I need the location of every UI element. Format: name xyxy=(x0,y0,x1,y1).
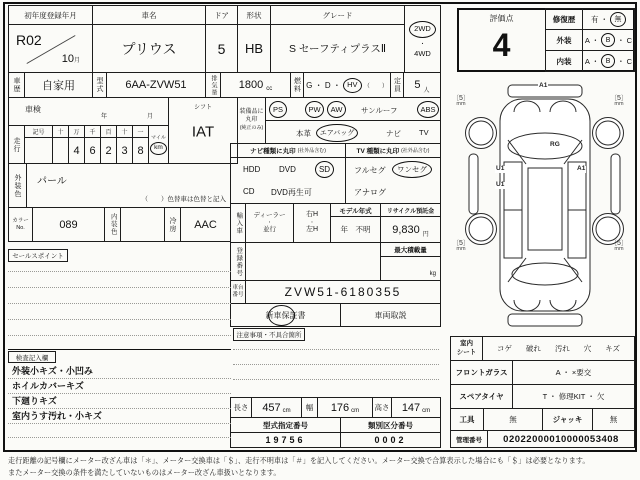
navi-sd-circled: SD xyxy=(315,161,334,178)
inspection-line-empty xyxy=(8,424,231,438)
warranty-circle xyxy=(268,305,295,326)
ac-label: 冷房 xyxy=(164,207,181,242)
shaken-label: 車検 xyxy=(25,105,41,114)
navi-dvd: DVD xyxy=(279,165,296,174)
rear-window xyxy=(512,263,578,285)
tire-depth-front-left: 〔5〕 mm xyxy=(452,95,470,108)
sales-dotted-line xyxy=(8,319,231,320)
warranty-cell: 新車保証書 xyxy=(230,303,341,327)
payload-cell xyxy=(380,242,441,281)
notes-dotted-line xyxy=(233,379,439,380)
registration-value xyxy=(245,242,381,281)
type-no-header: 型式指定番号 xyxy=(230,417,341,433)
rating-score-label: 評価点 xyxy=(489,13,514,23)
capacity-value: 5 人 xyxy=(403,72,441,98)
seat-label-cell: 室内 シート xyxy=(450,336,483,361)
model-code-label: 型式 xyxy=(92,72,107,98)
equipment-row2 xyxy=(265,120,441,144)
equip-tv: TV xyxy=(419,128,429,137)
recycle-value: 9,830 円 xyxy=(392,223,429,238)
reg-era: R02 xyxy=(16,32,42,48)
interior-b-circled: B xyxy=(601,54,615,68)
car-name-header: 車名 xyxy=(92,5,206,25)
model-code-value: 6AA-ZVW51 xyxy=(106,72,206,98)
damage-mark-right: A1 xyxy=(577,165,586,172)
jack-label: ジャッキ xyxy=(542,408,593,431)
interior-grade-label: 内装 xyxy=(545,50,583,72)
drive-4wd: 4WD xyxy=(414,48,431,58)
drive-cell xyxy=(404,5,441,73)
mileage-digit: 4 xyxy=(68,137,85,164)
registration-label: 登録番号 xyxy=(230,242,246,281)
spare-tire-value: T ・ 修理KIT ・ 欠 xyxy=(512,384,635,409)
shape-value: HB xyxy=(237,24,271,73)
mgmt-no-label: 管理番号 xyxy=(450,430,488,448)
windshield-value: A ・ ×要交 xyxy=(512,360,635,385)
drive-dot: ・ xyxy=(419,41,426,48)
tv-type-header: TV 種類に丸印 (社外品含む) xyxy=(346,144,440,158)
navi-hdd: HDD xyxy=(243,165,261,174)
side-sill-right xyxy=(611,154,620,214)
repair-value: 有 ・ 無 xyxy=(582,8,635,30)
rear-bumper xyxy=(508,314,582,326)
navi-type-cell xyxy=(230,143,346,204)
capacity-label: 定員 xyxy=(390,72,404,98)
width-label: 幅 xyxy=(301,397,318,418)
mileage-digit: 8 xyxy=(132,137,149,164)
chassis-value: ZVW51-6180355 xyxy=(245,280,441,304)
jack-value: 無 xyxy=(592,408,635,431)
import-handle-cell: 右H ・ 左H xyxy=(293,203,331,243)
tv-analog: アナログ xyxy=(354,188,386,197)
equip-navi: ナビ xyxy=(386,129,401,138)
seat-items-cell xyxy=(482,336,635,361)
width-value: 176 cm xyxy=(317,397,373,418)
mileage-digit: 6 xyxy=(84,137,101,164)
ext-color-cell xyxy=(8,163,231,208)
reg-date-value xyxy=(8,24,93,73)
mileage-digit: 3 xyxy=(116,137,133,164)
seat-item: コゲ xyxy=(496,344,512,353)
shift-label: シフト xyxy=(193,105,213,111)
exterior-grade-label: 外装 xyxy=(545,29,583,51)
damage-mark-glass: RG xyxy=(550,141,560,148)
damage-mark-left-1: U1 xyxy=(496,165,505,172)
shaken-month-unit: 月 xyxy=(147,114,154,120)
displacement-label: 排気量 xyxy=(205,72,221,98)
seat-item: 破れ xyxy=(525,344,541,353)
door-header: ドア xyxy=(205,5,238,25)
tool-value: 無 xyxy=(483,408,543,431)
height-value: 147 cm xyxy=(391,397,441,418)
navi-dvd-play: DVD再生可 xyxy=(271,188,312,197)
mileage-col-header: 十 xyxy=(52,125,69,138)
mileage-col-header: 千 xyxy=(84,125,101,138)
seat-item: 汚れ xyxy=(554,344,570,353)
tool-label: 工具 xyxy=(450,408,484,431)
grade-header: グレード xyxy=(270,5,405,25)
equipment-row1 xyxy=(265,97,441,121)
class-no-value: 0002 xyxy=(340,432,441,448)
inspection-line: 室内うす汚れ・小キズ xyxy=(8,409,231,424)
sales-dotted-line xyxy=(8,271,231,272)
door-value: 5 xyxy=(205,24,238,73)
drive-2wd-circled: 2WD xyxy=(409,21,436,38)
equip-leather: 本革 xyxy=(296,129,311,138)
sales-dotted-line xyxy=(8,335,231,336)
ext-color-label: 外装色 xyxy=(9,164,27,207)
shift-cell xyxy=(168,97,238,164)
interior-grade-value: A ・ B ・ C xyxy=(582,50,635,72)
reg-date-header: 初年度登録年月 xyxy=(8,5,93,25)
equip-ps-circled: PS xyxy=(269,101,287,118)
equip-pw-circled: PW xyxy=(305,101,324,118)
import-label: 輸入車 xyxy=(230,203,246,243)
damage-mark-front: A1 xyxy=(539,82,548,89)
damage-mark-left-2: U1 xyxy=(496,181,505,188)
sales-point-tab: セールスポイント xyxy=(8,249,68,262)
repair-none-circled: 無 xyxy=(610,12,626,27)
tv-type-cell xyxy=(345,143,441,204)
mileage-col-header: 百 xyxy=(100,125,117,138)
footer-line-2: またメーター交換の条件を満たしていないものはメーター改ざん車扱いとなります。 xyxy=(8,467,281,477)
notes-dotted-line xyxy=(233,364,439,365)
fuel-value: G ・ D ・ HV （ ） xyxy=(303,72,391,98)
tv-oneseg-circled: ワンセグ xyxy=(392,161,432,178)
sales-dotted-line xyxy=(8,287,231,288)
length-label: 長さ xyxy=(230,397,252,418)
equip-airbag-circled: エアバッグ xyxy=(316,124,358,142)
footer-line-1: 走行距離の記号欄にメーター改ざん車は「＊」、メーター交換車は「＄」、走行不明車は「＃」を記入してください。メーター交換で合算表示した場合にも「＄」は必要となります。 xyxy=(8,456,590,465)
ext-color-value: パール xyxy=(37,176,67,187)
exterior-b-circled: B xyxy=(601,33,615,47)
mileage-col-header: 十 xyxy=(116,125,133,138)
inspection-divider xyxy=(8,349,231,350)
recycle-header: リサイクル預託金 xyxy=(381,204,440,217)
mileage-sym-header: 記号 xyxy=(24,125,53,138)
inspection-line: 外装小キズ・小凹み xyxy=(8,364,231,379)
ac-value: AAC xyxy=(180,207,231,242)
notes-dotted-line xyxy=(233,349,439,350)
mileage-unit-cell xyxy=(148,125,169,164)
length-value: 457 cm xyxy=(251,397,302,418)
tire-depth-front-right: 〔5〕 mm xyxy=(610,95,628,108)
mileage-label: 走行 xyxy=(8,125,25,164)
model-year-header: モデル年式 xyxy=(331,204,380,217)
inspection-line: 下廻りキズ xyxy=(8,394,231,409)
color-no-value: 089 xyxy=(32,207,105,242)
shift-value: IAT xyxy=(191,123,215,141)
mileage-digit xyxy=(52,137,69,164)
type-no-value: 19756 xyxy=(230,432,341,448)
mileage-col-header: 一 xyxy=(132,125,149,138)
inspection-tab: 検査記入欄 xyxy=(8,351,56,363)
payload-unit: kg xyxy=(429,271,436,277)
navi-type-header: ナビ種類に丸印 (社外品含む) xyxy=(231,144,345,158)
shape-header: 形状 xyxy=(237,5,271,25)
km-circled: km xyxy=(150,142,167,155)
manual-cell: 車両取説 xyxy=(340,303,441,327)
mileage-digit: 2 xyxy=(100,137,117,164)
color-no-label: カラー No. xyxy=(8,207,33,242)
grade-value: S セーフティプラスⅡ xyxy=(270,24,405,73)
exterior-grade-value: A ・ B ・ C xyxy=(582,29,635,51)
spare-tire-label: スペアタイヤ xyxy=(450,384,513,409)
model-year-cell xyxy=(330,203,381,243)
seat-item: キズ xyxy=(605,344,621,353)
fuel-hv-circled: HV xyxy=(343,78,362,93)
car-name-value: プリウス xyxy=(92,24,206,73)
history-label: 車歴 xyxy=(8,72,25,98)
fuel-label: 燃料 xyxy=(290,72,304,98)
displacement-value: 1800 cc xyxy=(220,72,291,98)
tire-depth-rear-left: 〔5〕 mm xyxy=(452,240,470,253)
seat-item: 穴 xyxy=(583,344,592,353)
mgmt-no-value: 02022000010000053408 xyxy=(487,430,635,448)
repair-label: 修復歴 xyxy=(545,8,583,30)
int-color-label: 内装色 xyxy=(104,207,121,242)
equip-abs-circled: ABS xyxy=(417,101,439,118)
reg-month: 10月 xyxy=(61,53,80,65)
recycle-cell xyxy=(380,203,441,243)
chassis-label: 車台 番号 xyxy=(230,280,246,304)
tire-depth-rear-right: 〔5〕 mm xyxy=(610,240,628,253)
mileage-sym-value xyxy=(24,137,53,164)
model-year-value: 年 不明 xyxy=(340,225,371,234)
sales-dotted-line xyxy=(8,303,231,304)
cabin-floor xyxy=(528,168,562,250)
int-color-value xyxy=(120,207,165,242)
footer-note xyxy=(8,455,636,478)
import-dealer-cell: ディーラー ・ 並行 xyxy=(245,203,294,243)
equipment-label-cell: 装備品に 丸印 (純正のみ) xyxy=(237,97,266,144)
notes-tab: 注意事項・不具合箇所 xyxy=(233,328,305,341)
shaken-year-unit: 年 xyxy=(101,114,108,120)
side-sill-left xyxy=(469,154,478,214)
rating-score: 4 xyxy=(492,26,511,63)
equip-sunroof: サンルーフ xyxy=(361,106,398,115)
mile-label: マイル xyxy=(151,135,166,141)
history-value: 自家用 xyxy=(24,72,93,98)
mileage-col-header: 万 xyxy=(68,125,85,138)
shaken-cell xyxy=(8,97,169,126)
payload-header: 最大積載量 xyxy=(381,243,440,257)
navi-cd: CD xyxy=(243,187,255,196)
tv-fullseg: フルセグ xyxy=(354,166,386,175)
color-change-note: （ ）色替車は色替と記入 xyxy=(141,196,226,203)
car-diagram xyxy=(448,80,640,332)
windshield-label: フロントガラス xyxy=(450,360,513,385)
class-no-header: 類別区分番号 xyxy=(340,417,441,433)
height-label: 高さ xyxy=(372,397,392,418)
inspection-line: ホイルカバーキズ xyxy=(8,379,231,394)
equip-aw-circled: AW xyxy=(327,101,346,118)
